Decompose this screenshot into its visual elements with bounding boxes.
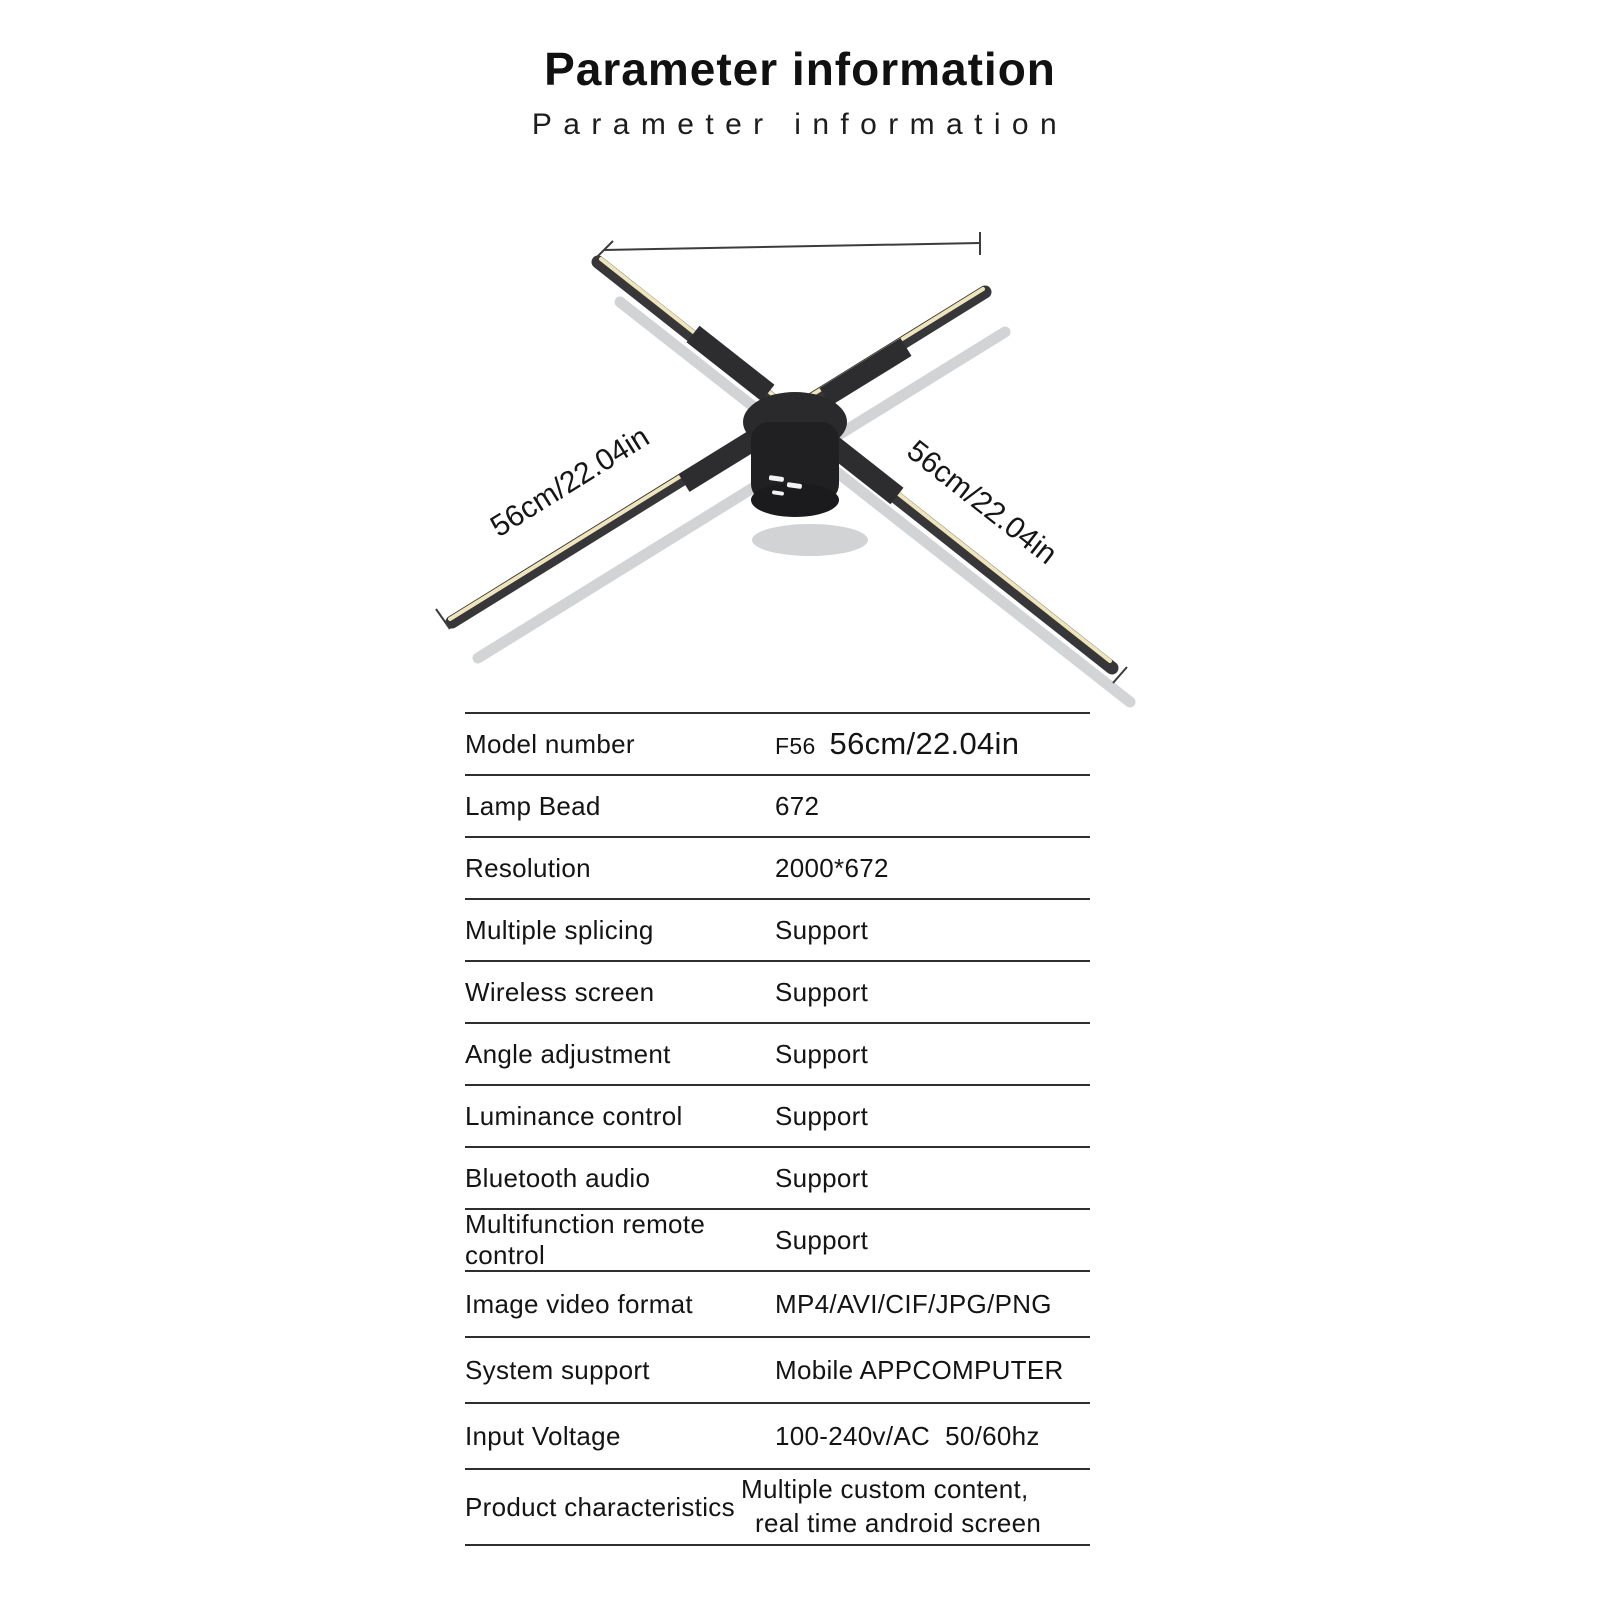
spec-value-line1: Multiple custom content,: [741, 1474, 1029, 1505]
hub-shadow: [752, 524, 868, 556]
spec-label: Image video format: [465, 1288, 693, 1319]
dimension-label-left: 56cm/22.04in: [484, 420, 656, 544]
spec-value: Support: [775, 1038, 869, 1069]
spec-value-line2: real time android screen: [755, 1508, 1042, 1538]
spec-label: System support: [465, 1354, 650, 1385]
spec-label: Bluetooth audio: [465, 1162, 651, 1193]
spec-label: Wireless screen: [465, 976, 655, 1007]
model-code: F56: [775, 733, 816, 759]
spec-value: [741, 1473, 1090, 1541]
spec-value: 2000*672: [775, 852, 889, 883]
spec-value: Support: [775, 1100, 869, 1131]
spec-label: Multiple splicing: [465, 914, 654, 945]
spec-value: Support: [775, 1162, 869, 1193]
spec-value: Support: [775, 914, 869, 945]
table-row: [465, 1270, 1090, 1336]
spec-value: 100-240v/AC 50/60hz: [775, 1420, 1040, 1451]
spec-label: Product characteristics: [465, 1491, 735, 1522]
spec-value: Support: [775, 976, 869, 1007]
spec-value: Mobile APPCOMPUTER: [775, 1354, 1064, 1385]
table-row: [465, 1208, 1090, 1270]
table-row: [465, 1402, 1090, 1468]
page-title: Parameter information: [544, 43, 1056, 95]
spec-label: Input Voltage: [465, 1420, 621, 1451]
dimension-label-right: 56cm/22.04in: [900, 434, 1063, 571]
spec-label: Luminance control: [465, 1100, 683, 1131]
product-image: [420, 210, 1160, 710]
table-row: [465, 960, 1090, 1022]
model-size: 56cm/22.04in: [829, 726, 1020, 761]
table-row: [465, 1468, 1090, 1546]
spec-label: Angle adjustment: [465, 1038, 671, 1069]
spec-label: Multifunction remote control: [465, 1209, 706, 1270]
table-row: [465, 774, 1090, 836]
spec-value: 672: [775, 790, 820, 821]
spec-value: Support: [775, 1224, 869, 1255]
table-row: [465, 1336, 1090, 1402]
hologram-fan-illustration: [420, 210, 1160, 710]
page-subtitle: Parameter information: [531, 108, 1069, 141]
spec-label: Resolution: [465, 852, 591, 883]
spec-value: MP4/AVI/CIF/JPG/PNG: [775, 1288, 1052, 1319]
spec-value: [775, 726, 1090, 762]
table-row: [465, 898, 1090, 960]
fan-hub: [743, 392, 847, 517]
spec-label: Model number: [465, 728, 635, 759]
spec-table: [465, 712, 1090, 1546]
table-row: [465, 1146, 1090, 1208]
table-row: [465, 1022, 1090, 1084]
table-row: [465, 1084, 1090, 1146]
table-row: [465, 712, 1090, 774]
table-row: [465, 836, 1090, 898]
spec-label: Lamp Bead: [465, 790, 601, 821]
